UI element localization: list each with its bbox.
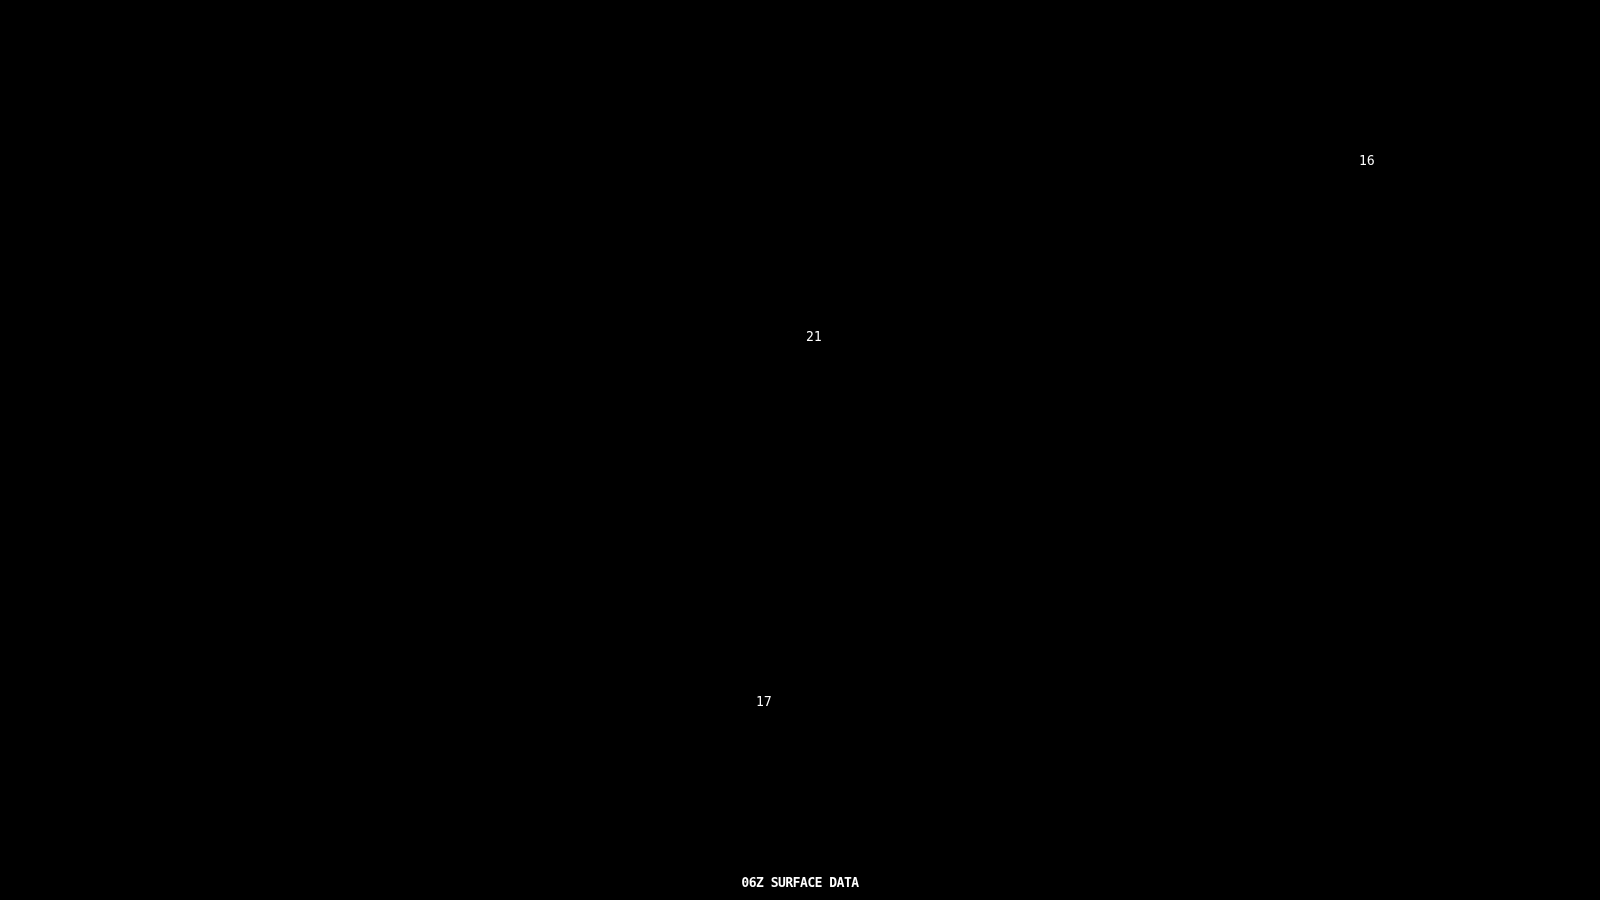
- station-value-21: 21: [806, 330, 822, 345]
- plot-title: 06Z SURFACE DATA: [741, 876, 859, 891]
- station-value-17: 17: [756, 695, 772, 710]
- station-value-16: 16: [1359, 154, 1375, 169]
